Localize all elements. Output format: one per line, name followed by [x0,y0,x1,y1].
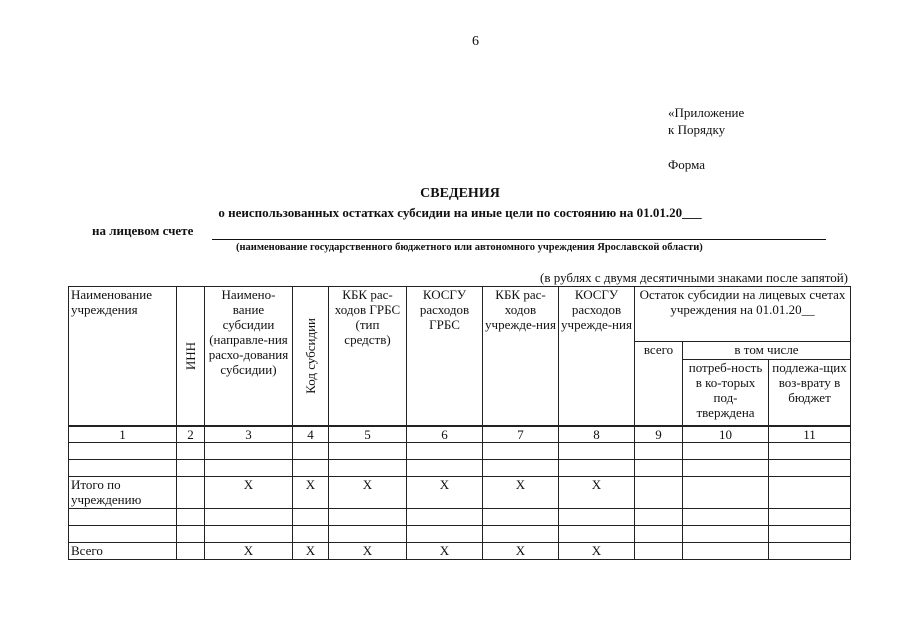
table-row [69,442,851,459]
appendix-line-1: «Приложение [668,105,745,120]
col-num-8: 8 [559,426,635,443]
x-mark: Х [483,476,559,508]
x-mark: Х [329,476,407,508]
header-row-1 [69,287,851,342]
appendix-line-2: к Порядку [668,122,726,137]
table-row [69,525,851,542]
header-including: в том числе [683,342,851,360]
x-mark: Х [559,476,635,508]
col-num-10: 10 [683,426,769,443]
col-num-11: 11 [769,426,851,443]
header-kosgu-grbs: КОСГУ расходов ГРБС [407,287,483,426]
header-name: Наименование учреждения [69,287,177,426]
header-inn-label: ИНН [183,341,198,370]
x-mark: Х [329,542,407,559]
data-table [68,286,851,560]
document-subtitle: о неиспользованных остатках субсидии на иные цели по состоянию на 01.01.20___ [218,205,702,220]
account-note: (наименование государственного бюджетного или автономного учреждения Ярославской области) [236,242,703,253]
col-num-2: 2 [177,426,205,443]
col-num-7: 7 [483,426,559,443]
col-num-6: 6 [407,426,483,443]
col-num-3: 3 [205,426,293,443]
vsego-label: Всего [69,542,177,559]
col-num-1: 1 [69,426,177,443]
vsego-row [69,542,851,559]
header-need-confirmed: потреб-ность в ко-торых под-тверждена [683,360,769,426]
col-num-9: 9 [635,426,683,443]
header-kbk-grbs: КБК рас-ходов ГРБС (тип средств) [329,287,407,426]
itogo-label: Итого по учреждению [69,476,177,508]
header-balance: Остаток субсидии на лицевых счетах учреждения на 01.01.20__ [635,287,851,342]
x-mark: Х [407,476,483,508]
header-subsidy-code-label: Код субсидии [303,317,318,394]
header-subsidy-name: Наимено-вание субсидии (направле-ния расхо-дования субсидии) [205,287,293,426]
col-num-5: 5 [329,426,407,443]
page-number: 6 [472,34,479,49]
x-mark: Х [205,476,293,508]
header-to-return: подлежа-щих воз-врату в бюджет [769,360,851,426]
header-inn [177,287,205,426]
appendix-block [668,104,744,173]
form-label: Форма [668,157,705,172]
account-label: на лицевом счете [92,223,194,238]
column-number-row [69,426,851,443]
document-title: СВЕДЕНИЯ [420,186,500,201]
header-kosgu-inst: КОСГУ расходов учрежде-ния [559,287,635,426]
x-mark: Х [293,542,329,559]
table-row [69,508,851,525]
x-mark: Х [483,542,559,559]
itogo-row [69,476,851,508]
x-mark: Х [293,476,329,508]
header-subsidy-code [293,287,329,426]
account-blank-line [212,239,826,240]
x-mark: Х [407,542,483,559]
units-note: (в рублях с двумя десятичными знаками после запятой) [540,270,848,285]
x-mark: Х [559,542,635,559]
header-total: всего [635,342,683,426]
table-row [69,459,851,476]
x-mark: Х [205,542,293,559]
col-num-4: 4 [293,426,329,443]
header-kbk-inst: КБК рас-ходов учрежде-ния [483,287,559,426]
